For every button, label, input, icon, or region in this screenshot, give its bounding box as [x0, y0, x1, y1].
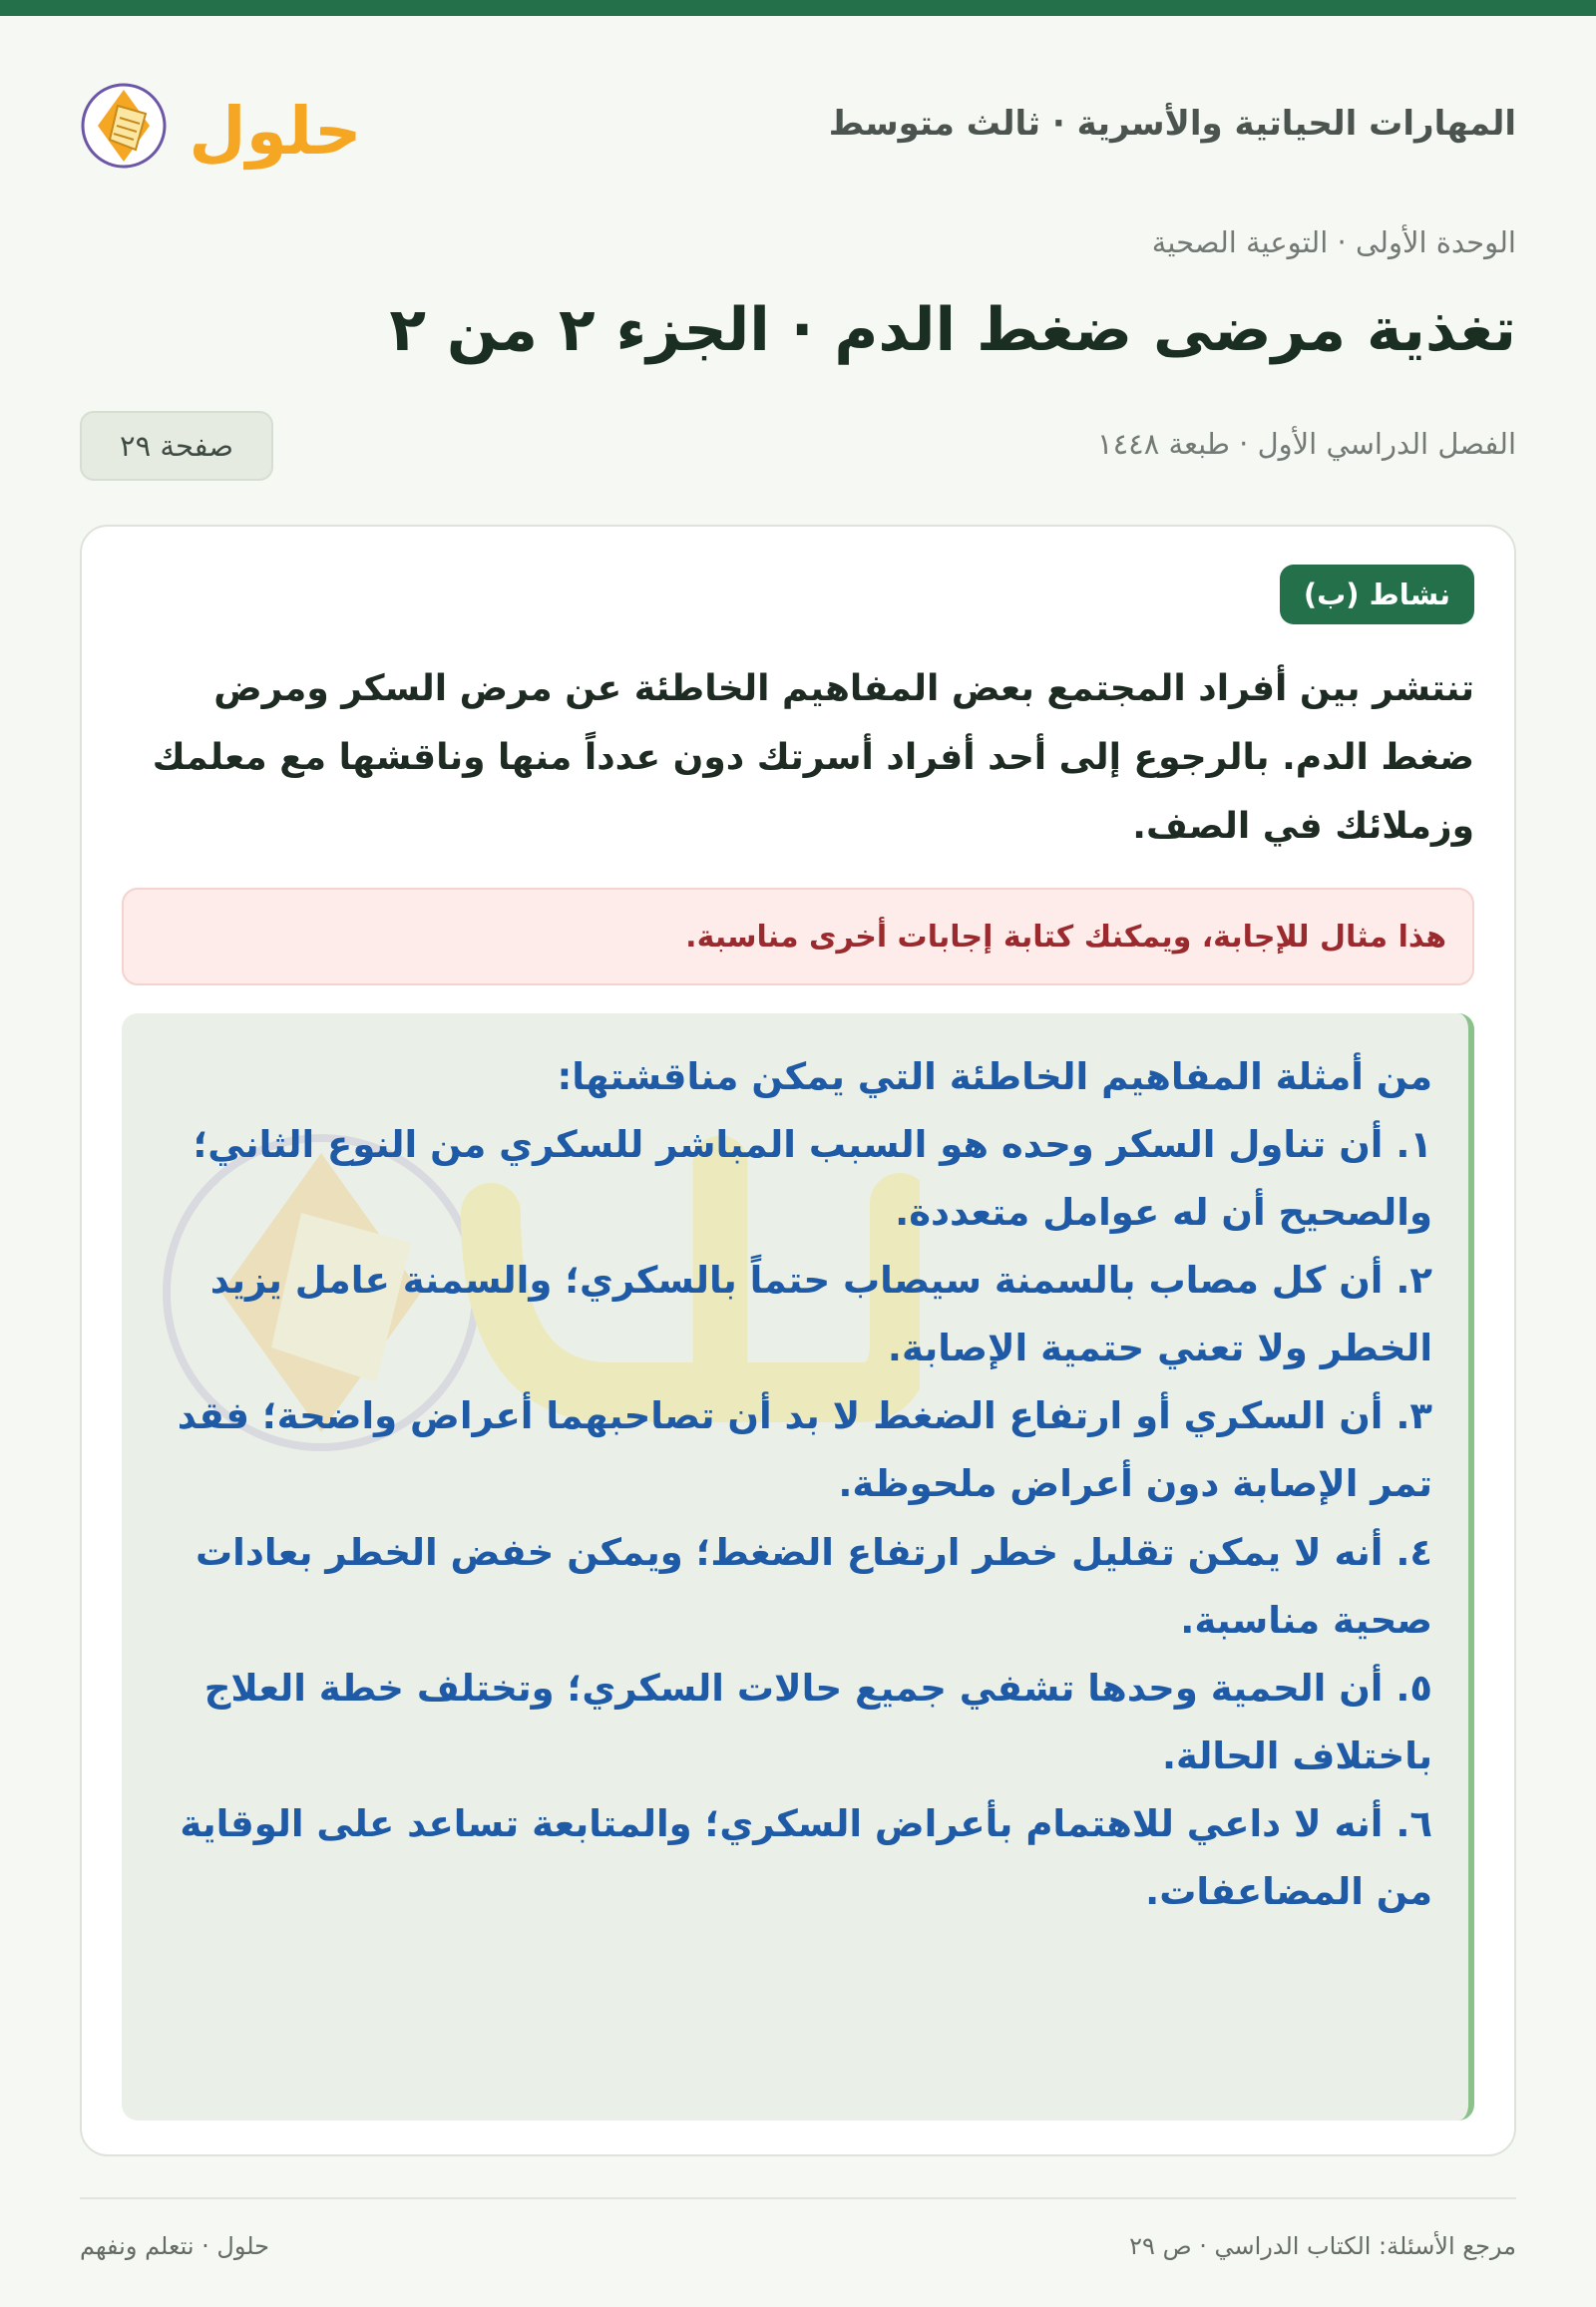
answer-item: ٢. أن كل مصاب بالسمنة سيصاب حتماً بالسكري؛ والسمنة عامل يزيد الخطر ولا تعني حتمية الإصابة. — [209, 1259, 1432, 1370]
answer-text — [122, 1013, 1468, 1926]
footer-brand: حلول · نتعلم ونفهم — [80, 2232, 269, 2260]
answer-item: ١. أن تناول السكر وحده هو السبب المباشر للسكري من النوع الثاني؛ والصحيح أن له عوامل متعددة. — [193, 1123, 1432, 1235]
footer-divider — [80, 2197, 1516, 2199]
top-accent-bar — [0, 0, 1596, 16]
answer-intro: من أمثلة المفاهيم الخاطئة التي يمكن مناقشتها: — [557, 1055, 1432, 1098]
answer-note: هذا مثال للإجابة، ويمكنك كتابة إجابات أخرى مناسبة. — [122, 888, 1474, 985]
page-title: تغذية مرضى ضغط الدم · الجزء ٢ من ٢ — [389, 295, 1516, 365]
unit-label: الوحدة الأولى · التوعية الصحية — [1151, 225, 1516, 259]
answer-item: ٦. أنه لا داعي للاهتمام بأعراض السكري؛ والمتابعة تساعد على الوقاية من المضاعفات. — [180, 1801, 1432, 1913]
footer-reference: مرجع الأسئلة: الكتاب الدراسي · ص ٢٩ — [1129, 2232, 1516, 2260]
page-number-badge: صفحة ٢٩ — [80, 411, 273, 481]
answer-box — [122, 1013, 1474, 2120]
hulul-logo[interactable] — [80, 68, 379, 178]
svg-text:حلول: حلول — [189, 93, 362, 170]
term-label: الفصل الدراسي الأول · طبعة ١٤٤٨ — [1097, 427, 1516, 461]
subject-title: المهارات الحياتية والأسرية · ثالث متوسط — [828, 104, 1516, 144]
activity-tag: نشاط (ب) — [1280, 565, 1474, 624]
answer-item: ٥. أن الحمية وحدها تشفي جميع حالات السكري؛ وتختلف خطة العلاج باختلاف الحالة. — [203, 1666, 1432, 1777]
page-header — [80, 60, 1516, 190]
activity-card — [80, 525, 1516, 2156]
question-text: تنتشر بين أفراد المجتمع بعض المفاهيم الخاطئة عن مرض السكر ومرض ضغط الدم. بالرجوع إلى أحد أفراد أسرتك دون عدداً منها وناقشها مع معلمك وزملائك في الصف. — [152, 668, 1474, 848]
answer-item: ٤. أنه لا يمكن تقليل خطر ارتفاع الضغط؛ ويمكن خفض الخطر بعادات صحية مناسبة. — [195, 1530, 1432, 1642]
answer-item: ٣. أن السكري أو ارتفاع الضغط لا بد أن تصاحبهما أعراض واضحة؛ فقد تمر الإصابة دون أعراض ملحوظة. — [177, 1394, 1432, 1506]
